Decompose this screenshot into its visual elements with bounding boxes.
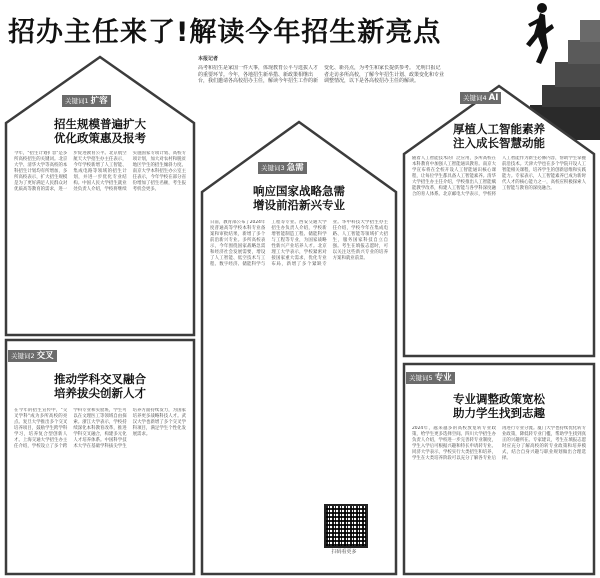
title-line-2: 增设前沿新兴专业 (253, 198, 345, 212)
card-body: 随着人工智能技术的广泛应用，多所高校在本科教育中加强人工智能通识教育。南京大学宣布将在全校开设人工智能通识核心课程，让每位学生都具备人工智能素养。清华大学招生办主任介绍，学校推出人工智能赋能教学改革，构建人工智能与各学科深度融合的育人体系。北京邮电大学表示，学校将人工智能作为新生必修内容，帮助学生掌握前沿技术。天津大学也在多个学院开设人工智能相关课程，培养学生的创新思维和实践能力。专家表示，人工智能素养已成为新时代人才的核心能力之一，高校应积极探索人工智能与教育的深度融合。 (412, 156, 586, 197)
card-urgent-needs (200, 120, 398, 576)
keyword-tag (460, 92, 501, 104)
card-body: 今年，"招生计划扩容"是多所高校招生的关键词。北京大学、清华大学等高校的本科招生计划均有所增加，多所高校表示，扩大招生规模是为了更好满足人民群众对优质高等教育的需求，进一步促进教育公平。北京航空航天大学招生办主任表示，今年学校新增了人工智能、集成电路等领域的招生计划，并进一步优化专业结构。中国人民大学招生就业处负责人介绍，学校将继续实施国家专项计划、高校专项计划，加大对农村和脱贫地区学生的招生倾斜力度。南京大学本科招生办公室主任表示，今年学校在部分省份增加了招生名额，考生报考机会更多。 (14, 151, 186, 192)
card-title (14, 372, 186, 400)
title-line-2: 培养拔尖创新人才 (54, 386, 146, 400)
keyword-label: 关键词2 (11, 352, 35, 360)
card-majors (402, 362, 596, 576)
card-interdisciplinary (4, 338, 196, 576)
keyword: 扩容 (90, 96, 108, 106)
qr-code[interactable] (324, 504, 368, 548)
card-body: 在今年的招生宣传中，"交叉学科"成为多所高校的亮点。复旦大学推出多个交叉培养项目，鼓励学生跨学科学习，培养复合型创新人才。上海交通大学招生办主任介绍，学校设立了多个跨学科专业和实验班，学生可以在文理医工等领域自由探索。浙江大学表示，学校持续深化本科教育改革，推进学科交叉融合，构建多元化人才培养体系。中国科学技术大学在基础学科拔尖学生培养方面持续发力，为国家培养更多战略科技人才。武汉大学也新增了多个交叉学科项目，满足学生个性化发展需求。 (14, 408, 186, 449)
title-line-1: 招生规模普遍扩大 (54, 117, 146, 131)
keyword-label: 关键词4 (463, 94, 487, 102)
keyword: 专业 (434, 373, 452, 383)
intro-lead-2: 光明日报记者走访多所高校，了解今年招生计划、政策变化和专业调整情况，以下是各高校招办主任的解读。 (324, 65, 444, 84)
card-title (14, 117, 186, 145)
keyword-tag (406, 372, 455, 384)
title-line-1: 推动学科交叉融合 (54, 372, 146, 386)
keyword-label: 关键词5 (409, 374, 433, 382)
keyword: 交叉 (36, 351, 54, 361)
title-line-1: 专业调整政策宽松 (453, 392, 545, 406)
card-title (412, 392, 586, 420)
keyword: 急需 (286, 163, 304, 173)
title-line-2: 注入成长智慧动能 (453, 136, 545, 150)
byline: 本报记者 (198, 56, 219, 62)
card-body: 2024年，越来越多的高校放宽转专业政策，给学生更多选择空间。四川大学招生办负责人介绍，学校进一步完善转专业制度，学生入学后可根据兴趣和特长申请转专业。同济大学表示，学校实行大类招生和培养，学生在大类培养阶段可以充分了解各专业后再进行专业分流。厦门大学也持续优化转专业政策，降低转专业门槛，帮助学生找到真正的兴趣所在。专家建议，考生在填报志愿时应充分了解高校的转专业政策和培养模式，结合自身兴趣与职业规划做出合理选择。 (412, 426, 586, 461)
keyword: AI (488, 93, 499, 103)
card-expansion (4, 55, 196, 337)
card-title (412, 122, 586, 150)
keyword-label: 关键词1 (65, 97, 89, 105)
qr-caption: 扫码看更多 (331, 549, 357, 555)
keyword-label: 关键词3 (261, 164, 285, 172)
title-line-2: 助力学生找到志趣 (453, 406, 545, 420)
keyword-tag (62, 95, 111, 107)
intro-lead: 高考和招生是家国一件大事，体现教育公平与选拔人才的重要环节。今年，各地招生新举措、新政策相继出台，我们邀请各高校招办主任，解读今年招生工作的新变化、新亮点，为考生和家长提供参考。 (198, 65, 415, 84)
card-body: 日前，教育部公布了2024年度普通高等学校本科专业备案和审批结果，新增了多个前沿新兴专业。多所高校表示，今年围绕国家战略急需和经济社会发展需要，增设了人工智能、低空技术与工程、数字经济、储能科学与工程等专业。西安交通大学招生办负责人介绍，学校新增智能制造工程、储能科学与工程等专业，为国家战略性新兴产业培养人才。北京理工大学表示，学校紧密对接国家重大需求，优化专业布局，新增了多个紧缺专业。华中科技大学招生办主任介绍，学校今年在集成电路、人工智能等领域扩大招生，服务国家科技自立自强。考生在填报志愿时，可以关注这些新兴专业的培养方案和就业前景。 (210, 220, 388, 267)
card-title (210, 184, 388, 212)
keyword-tag (8, 350, 57, 362)
title-line-1: 响应国家战略急需 (253, 184, 345, 198)
title-line-2: 优化政策惠及报考 (54, 131, 146, 145)
keyword-tag (258, 162, 307, 174)
title-line-1: 厚植人工智能素养 (453, 122, 545, 136)
page-headline: 招办主任来了!解读今年招生新亮点 (8, 17, 442, 48)
card-ai (402, 84, 596, 358)
